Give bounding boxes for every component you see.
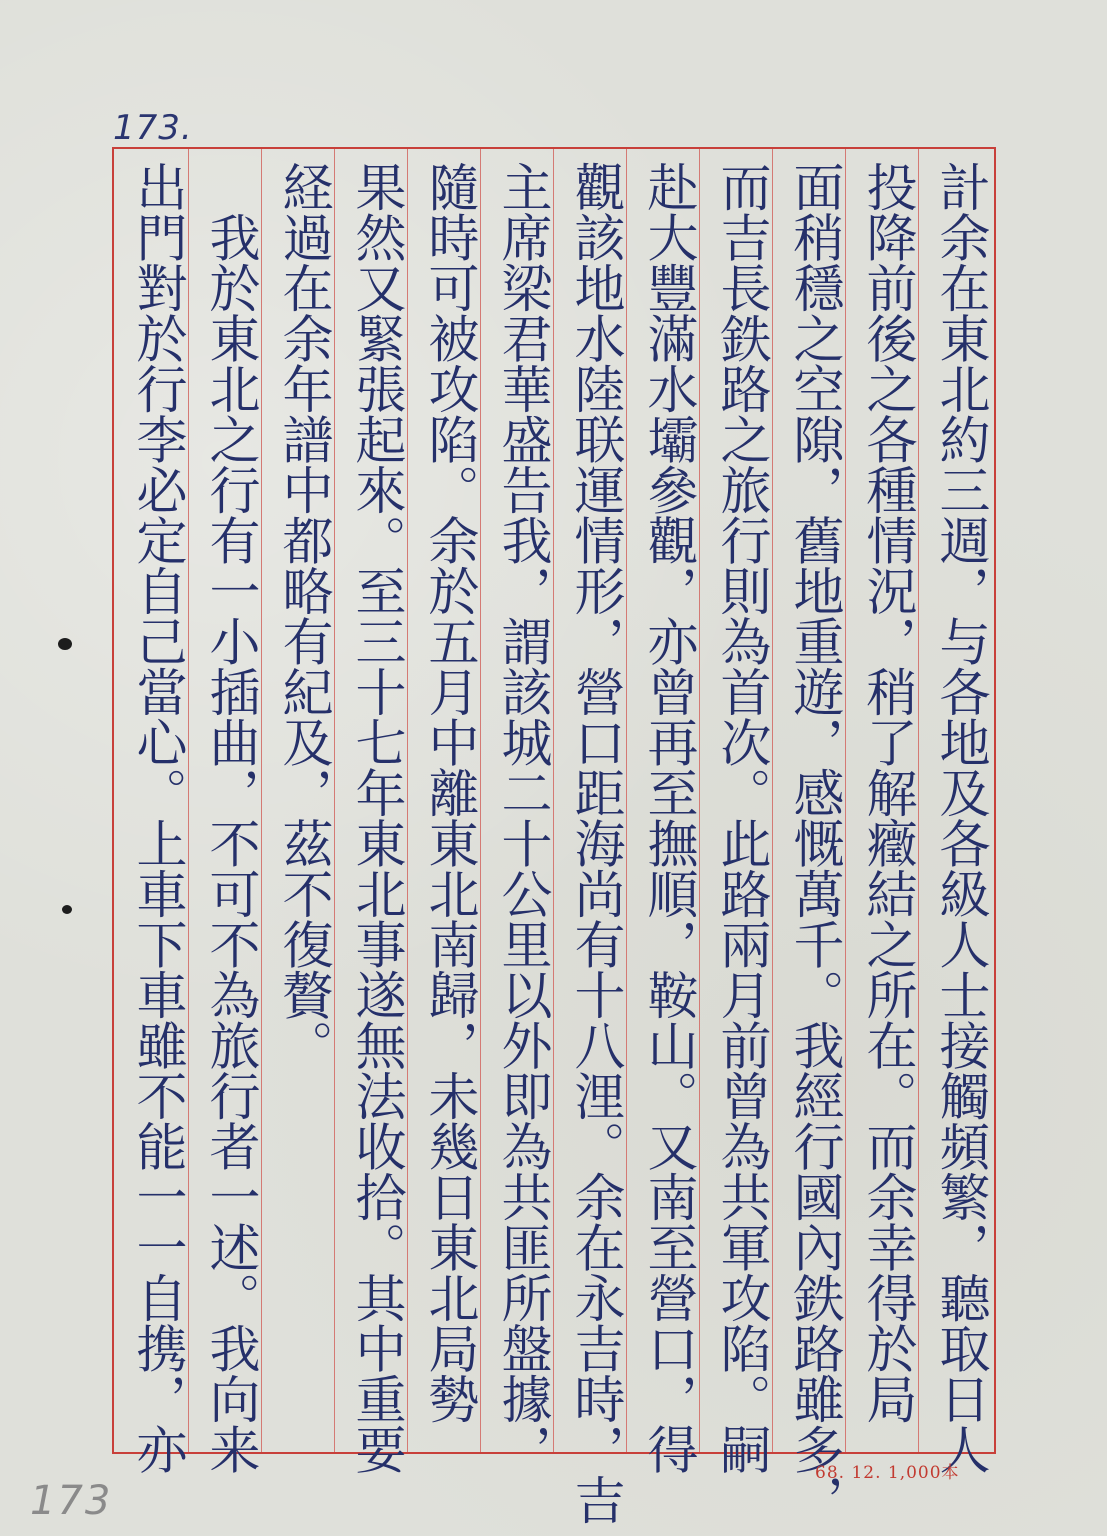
text-column-8: 隨時可被攻陷。余於五月中離東北南歸，未幾日東北局勢 — [419, 161, 478, 1424]
text-column-10: 経過在余年譜中都略有紀及，茲不復贅。 — [273, 161, 332, 1070]
text-column-3: 面稍穩之空隙，舊地重遊，感慨萬千。我經行國內鉄路雖多， — [784, 161, 843, 1525]
text-column-4: 而吉長鉄路之旅行則為首次。此路兩月前曾為共軍攻陷。嗣 — [711, 161, 770, 1474]
text-column-12: 出門對於行李必定自己當心。上車下車雖不能一一自携，亦 — [127, 161, 186, 1474]
text-column-7: 主席梁君華盛告我，謂該城二十公里以外即為共匪所盤據， — [492, 161, 551, 1474]
printer-mark: 68. 12. 1,000本 — [815, 1463, 960, 1483]
text-column-11: 我於東北之行有一小插曲，不可不為旅行者一述。我向来 — [200, 161, 259, 1474]
text-column-5: 赴大豐滿水壩參觀，亦曾再至撫順，鞍山。又南至營口，得 — [638, 161, 697, 1474]
punch-hole — [58, 638, 72, 650]
page-number-bottom: 173 — [30, 1478, 113, 1524]
text-column-2: 投降前後之各種情況，稍了解癥結之所在。而余幸得於局 — [857, 161, 916, 1424]
punch-hole — [62, 905, 72, 914]
text-column-6: 觀該地水陸联運情形，營口距海尚有十八浬。余在永吉時，吉 — [565, 161, 624, 1525]
text-column-9: 果然又緊張起來。至三十七年東北事遂無法收拾。其中重要 — [346, 161, 405, 1474]
page-number-top: 173. — [113, 108, 193, 148]
text-column-1: 計余在東北約三週，与各地及各級人士接觸頻繁，聽取日人 — [930, 161, 989, 1474]
